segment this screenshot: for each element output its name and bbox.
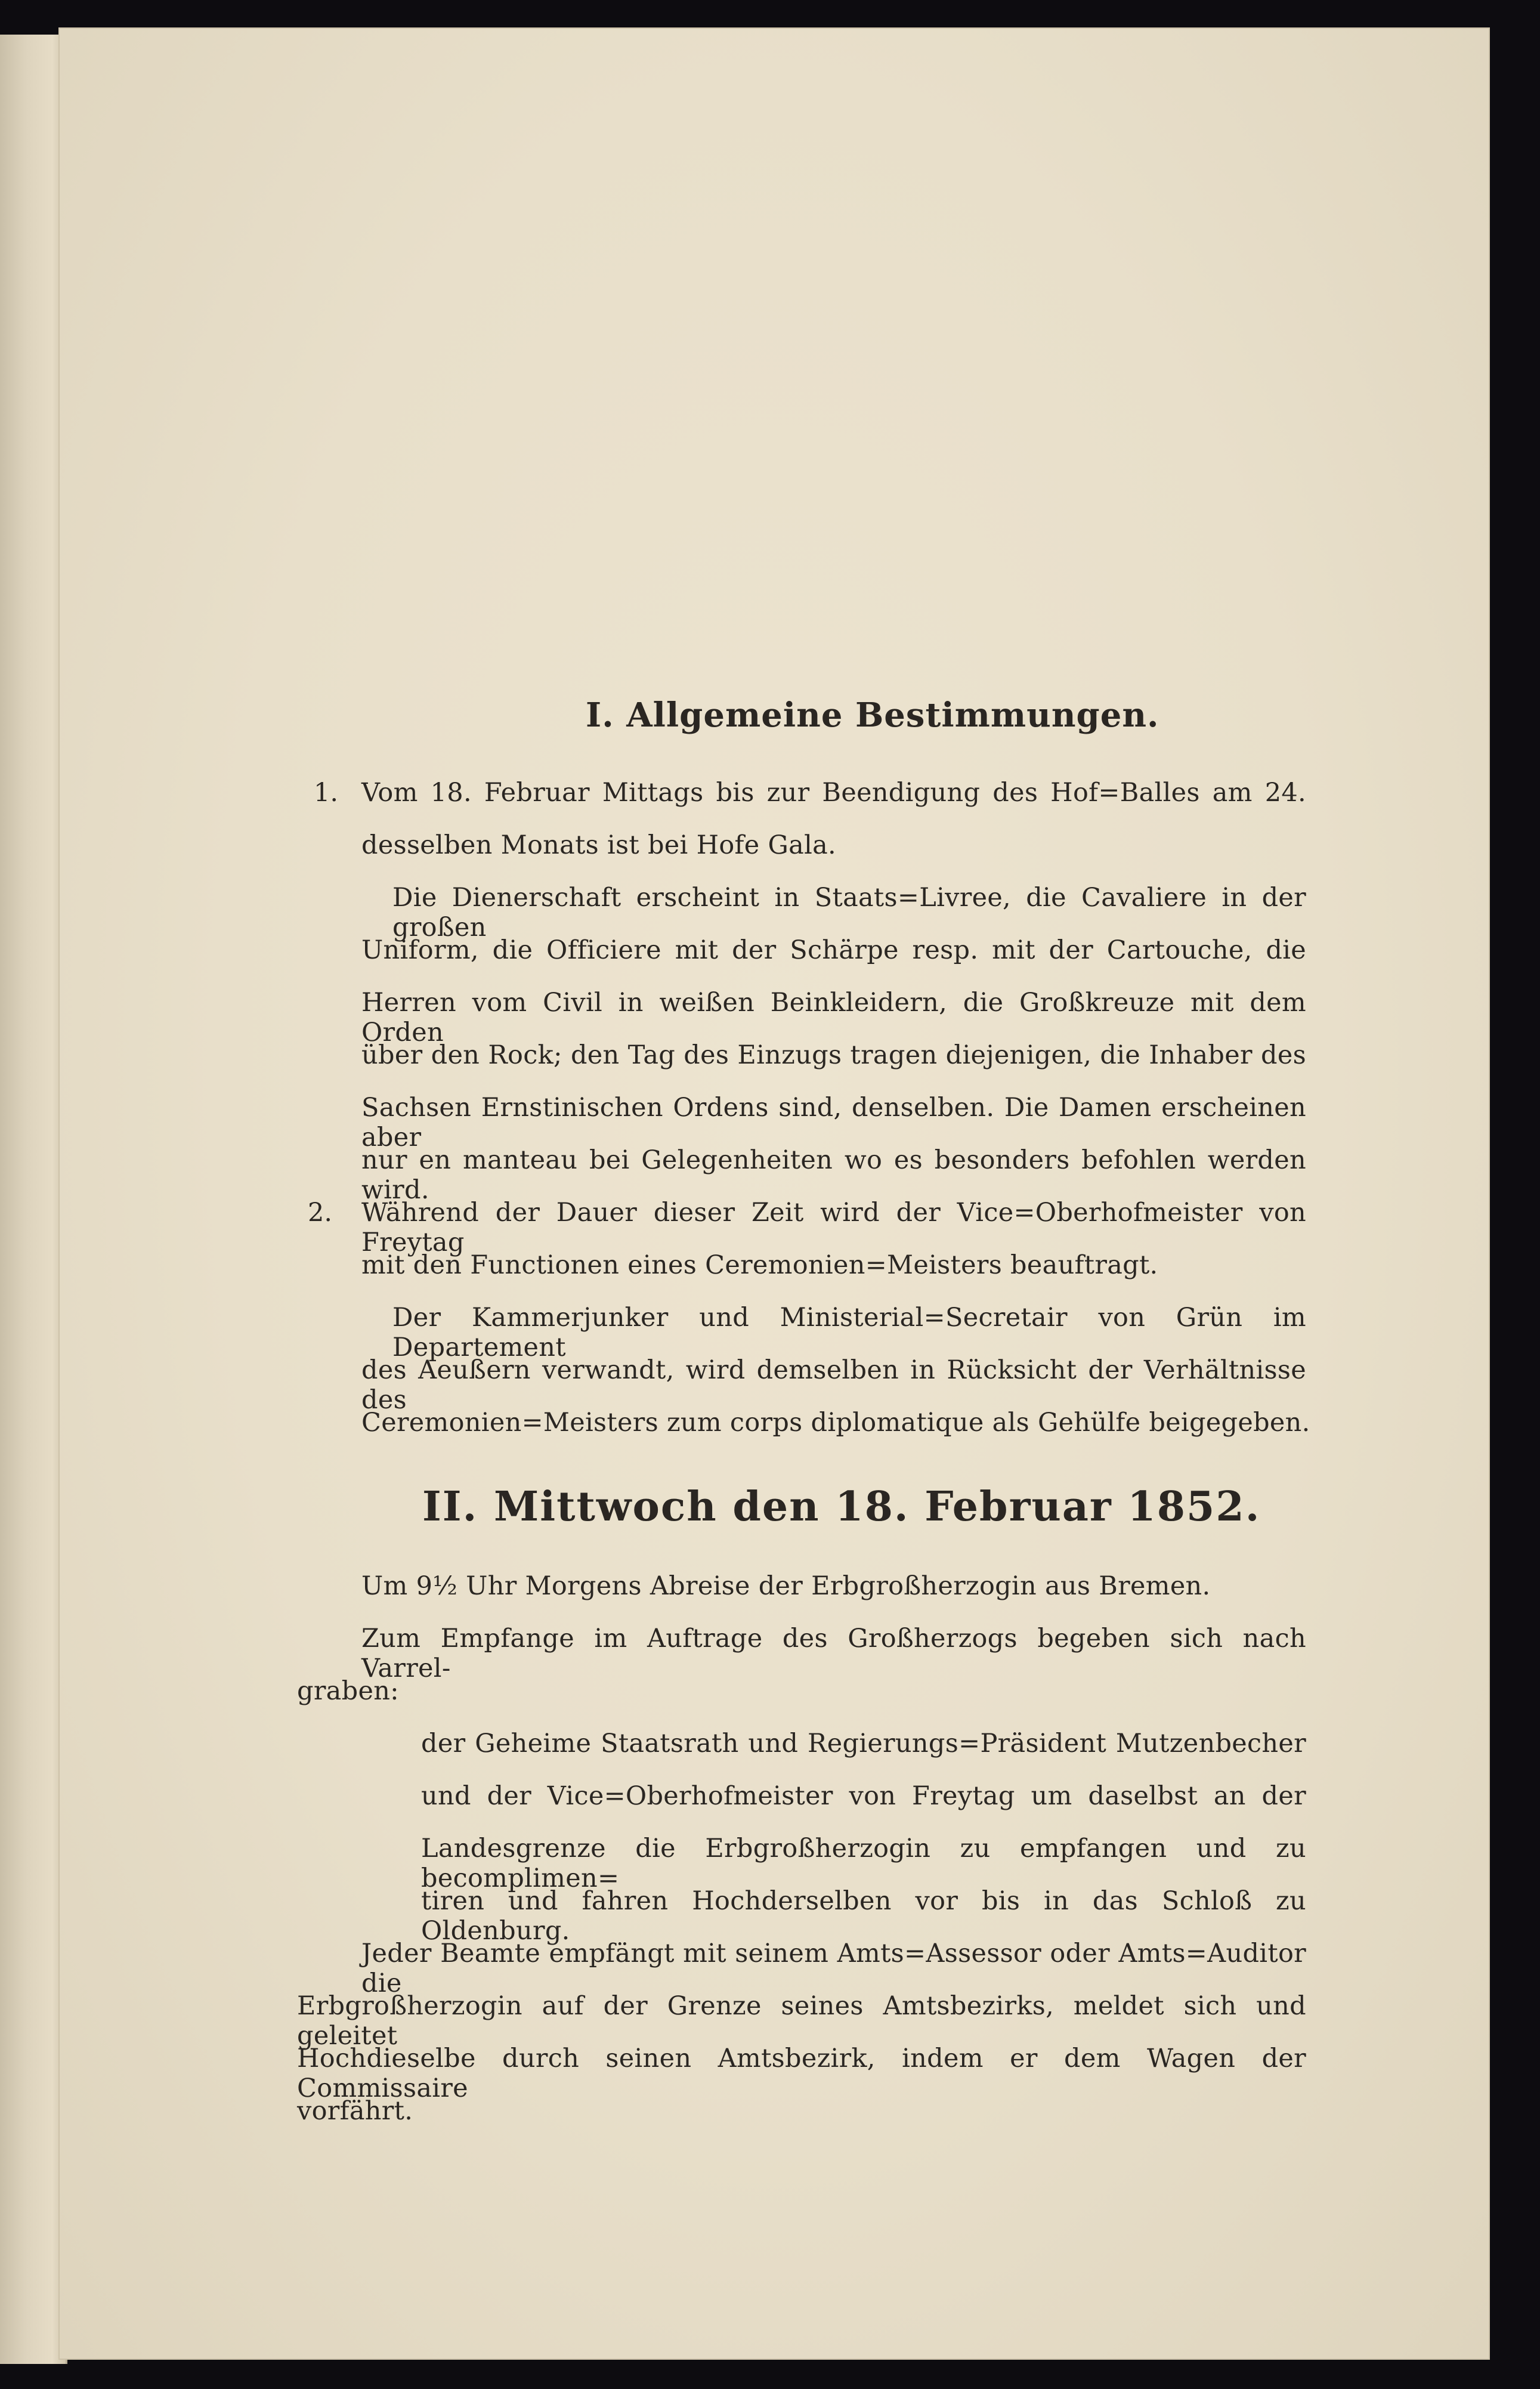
document-page <box>58 27 1490 2360</box>
item-1-number: 1. <box>314 778 339 808</box>
item-2-line-3: Der Kammerjunker und Ministerial=Secretair von Grün im Departement <box>392 1303 1306 1362</box>
section-2-line-3: graben: <box>297 1676 399 1706</box>
closing-line-3: Hochdieselbe durch seinen Amtsbezirk, indem er dem Wagen der Commissaire <box>297 2044 1306 2103</box>
section-2-numeral: II. <box>422 1483 478 1531</box>
item-1-line-5: Herren vom Civil in weißen Beinkleidern, die Großkreuze mit dem Orden <box>361 988 1306 1047</box>
item-1-line-4: Uniform, die Officiere mit der Schärpe resp. mit der Cartouche, die <box>361 935 1306 965</box>
item-2-line-5: Ceremonien=Meisters zum corps diplomatique als Gehülfe beigegeben. <box>361 1408 1310 1438</box>
indented-line-2: und der Vice=Oberhofmeister von Freytag um daselbst an der <box>421 1781 1306 1811</box>
section-2-line-2: Zum Empfange im Auftrage des Großherzogs begeben sich nach Varrel- <box>361 1624 1306 1683</box>
item-1-line-7: Sachsen Ernstinischen Ordens sind, denselben. Die Damen erscheinen aber <box>361 1093 1306 1152</box>
indented-line-4: tiren und fahren Hochderselben vor bis in das Schloß zu Oldenburg. <box>421 1886 1306 1946</box>
item-2-line-4: des Aeußern verwandt, wird demselben in Rücksicht der Verhältnisse des <box>361 1355 1306 1415</box>
facing-page-edge <box>0 35 67 2364</box>
section-2-line-1: Um 9½ Uhr Morgens Abreise der Erbgroßherzogin aus Bremen. <box>361 1571 1211 1601</box>
item-1-line-3: Die Dienerschaft erscheint in Staats=Livree, die Cavaliere in der großen <box>392 883 1306 942</box>
item-2-line-1: Während der Dauer dieser Zeit wird der Vice=Oberhofmeister von Freytag <box>361 1198 1306 1257</box>
section-1-heading: I. Allgemeine Bestimmungen. <box>586 696 1159 735</box>
indented-line-1: der Geheime Staatsrath und Regierungs=Präsident Mutzenbecher <box>421 1729 1306 1758</box>
closing-line-4: vorfährt. <box>297 2096 413 2126</box>
closing-line-1: Jeder Beamte empfängt mit seinem Amts=Assessor oder Amts=Auditor die <box>361 1939 1306 1998</box>
item-1-line-8: nur en manteau bei Gelegenheiten wo es besonders befohlen werden wird. <box>361 1145 1306 1205</box>
section-2-heading: Mittwoch den 18. Februar 1852. <box>494 1483 1261 1531</box>
item-1-line-6: über den Rock; den Tag des Einzugs tragen diejenigen, die Inhaber des <box>361 1040 1306 1070</box>
item-1-line-1: Vom 18. Februar Mittags bis zur Beendigung des Hof=Balles am 24. <box>361 778 1306 808</box>
indented-line-3: Landesgrenze die Erbgroßherzogin zu empfangen und zu becomplimen= <box>421 1834 1306 1893</box>
item-1-line-2: desselben Monats ist bei Hofe Gala. <box>361 830 837 860</box>
item-2-number: 2. <box>308 1198 333 1228</box>
closing-line-2: Erbgroßherzogin auf der Grenze seines Amtsbezirks, meldet sich und geleitet <box>297 1991 1306 2051</box>
item-2-line-2: mit den Functionen eines Ceremonien=Meisters beauftragt. <box>361 1250 1158 1280</box>
